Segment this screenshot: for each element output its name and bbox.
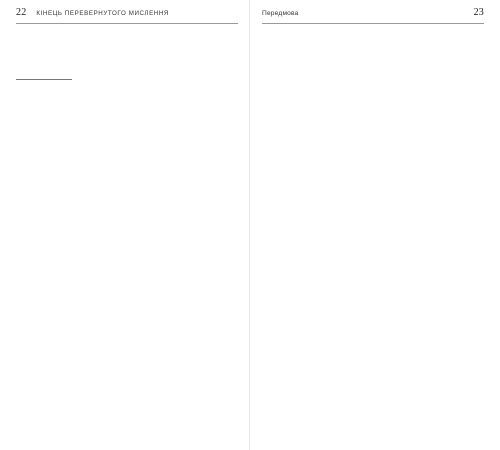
left-paragraph-4 (16, 57, 238, 65)
right-paragraph-1 (262, 33, 484, 41)
footnote-divider (16, 79, 72, 80)
left-body-text (16, 33, 238, 73)
poem-line-5 (290, 77, 484, 85)
left-paragraph-2 (16, 41, 238, 49)
poem-line-4 (290, 69, 484, 77)
right-page-number: 23 (473, 7, 484, 18)
left-running-head (16, 7, 238, 24)
poem-line-1 (290, 45, 484, 53)
right-running-title: Передмова (262, 10, 299, 17)
poem-line-6 (290, 85, 484, 93)
right-paragraph-4 (262, 113, 484, 121)
right-paragraph-5 (262, 121, 484, 129)
right-page (250, 0, 500, 450)
poem-line-2 (290, 53, 484, 61)
right-body-text (262, 33, 484, 129)
left-running-title: КІНЕЦЬ ПЕРЕВЕРНУТОГО МИСЛЕННЯ (36, 10, 169, 17)
left-page-number: 22 (16, 7, 27, 18)
poem-quote (290, 45, 484, 93)
left-paragraph-1 (16, 33, 238, 41)
right-paragraph-2 (262, 97, 484, 105)
left-paragraph-3 (16, 49, 238, 57)
right-running-head (262, 7, 484, 24)
left-paragraph-5 (16, 65, 238, 73)
right-paragraph-3 (262, 105, 484, 113)
poem-line-3 (290, 61, 484, 69)
